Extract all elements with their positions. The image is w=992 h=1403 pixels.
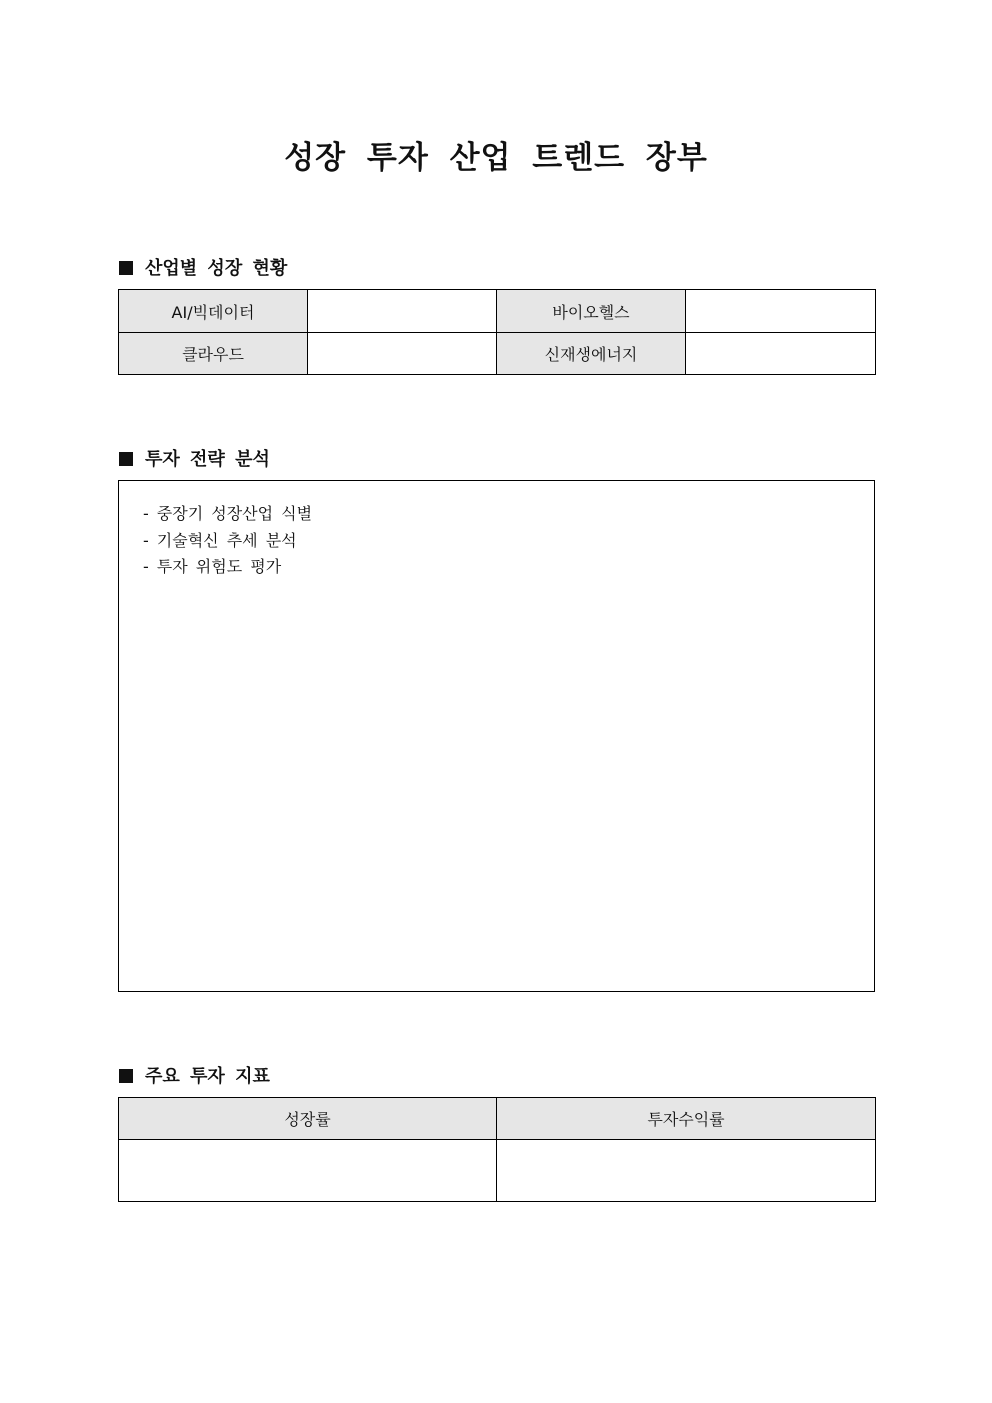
list-item-text: 기술혁신 추세 분석 bbox=[156, 530, 297, 550]
table-row bbox=[119, 1140, 876, 1202]
section-heading-label: 산업별 성장 현황 bbox=[145, 258, 288, 279]
table-header-row bbox=[119, 1098, 876, 1140]
industry-value-cell[interactable] bbox=[686, 333, 876, 375]
indicator-value-roi[interactable] bbox=[497, 1140, 876, 1202]
strategy-analysis-box[interactable] bbox=[118, 480, 875, 992]
document-title: 성장 투자 산업 트렌드 장부 bbox=[284, 140, 708, 176]
industry-value-cell[interactable] bbox=[308, 290, 497, 333]
key-indicators-table bbox=[118, 1097, 876, 1202]
industry-label-cell: 클라우드 bbox=[119, 333, 308, 375]
square-bullet-icon bbox=[119, 261, 133, 275]
strategy-list bbox=[119, 481, 874, 581]
table-row bbox=[119, 290, 876, 333]
section-heading-key-indicators bbox=[119, 1062, 270, 1088]
industry-label-cell: AI/빅데이터 bbox=[119, 290, 308, 333]
indicator-header-roi: 투자수익률 bbox=[497, 1098, 876, 1140]
section-heading-label: 주요 투자 지표 bbox=[145, 1066, 270, 1087]
section-heading-industry-growth bbox=[119, 254, 287, 280]
industry-growth-table bbox=[118, 289, 876, 375]
table-row bbox=[119, 333, 876, 375]
list-item: - 기술혁신 추세 분석 bbox=[143, 530, 297, 550]
section-heading-strategy-analysis bbox=[119, 445, 270, 471]
list-item-text: 투자 위험도 평가 bbox=[156, 557, 282, 576]
industry-label-cell: 바이오헬스 bbox=[497, 290, 686, 333]
list-item: - 중장기 성장산업 식별 bbox=[143, 504, 313, 523]
square-bullet-icon bbox=[119, 1069, 133, 1083]
indicator-value-growth-rate[interactable] bbox=[119, 1140, 497, 1202]
square-bullet-icon bbox=[119, 452, 133, 466]
section-heading-label: 투자 전략 분석 bbox=[145, 449, 270, 470]
industry-label-cell: 신재생에너지 bbox=[497, 333, 686, 375]
list-item: - 투자 위험도 평가 bbox=[143, 557, 282, 576]
list-item-text: 중장기 성장산업 식별 bbox=[156, 504, 313, 523]
indicator-header-growth-rate: 성장률 bbox=[119, 1098, 497, 1140]
industry-value-cell[interactable] bbox=[308, 333, 497, 375]
industry-value-cell[interactable] bbox=[686, 290, 876, 333]
